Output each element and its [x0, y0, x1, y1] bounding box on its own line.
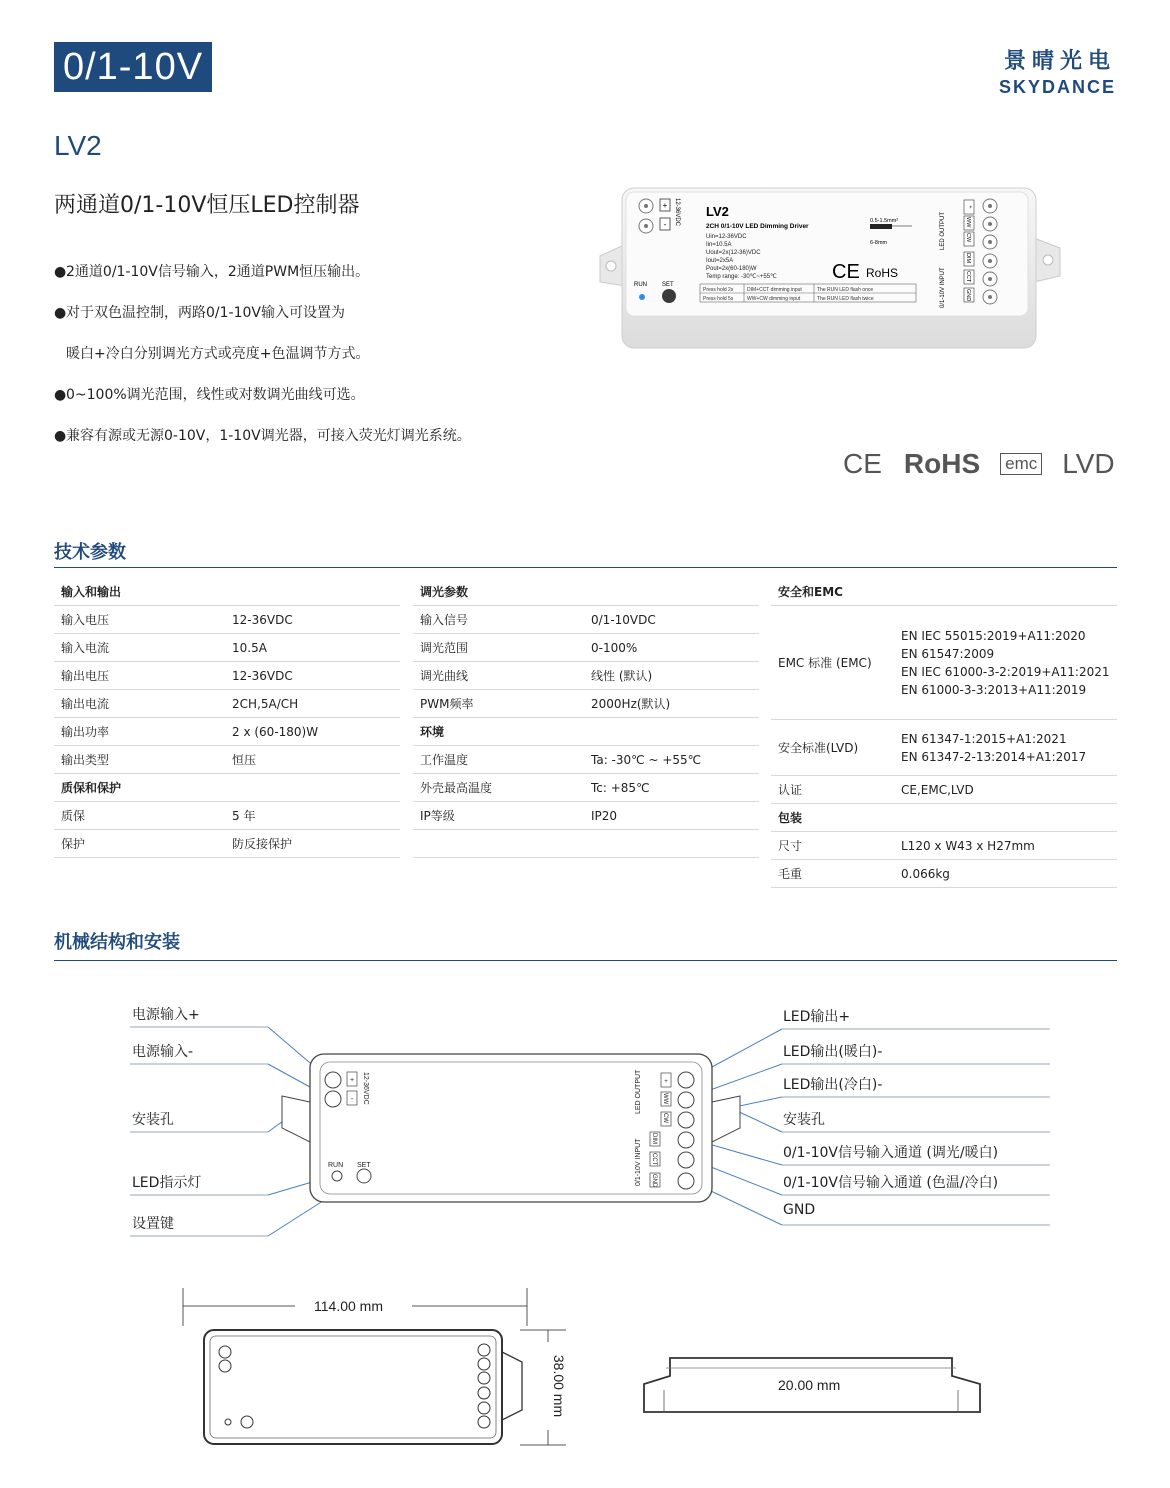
- spec-key: EMC 标准 (EMC): [778, 656, 872, 670]
- model-number: LV2: [54, 130, 102, 161]
- spec-key: 输出电流: [61, 697, 110, 711]
- spec-key: 包装: [778, 811, 803, 825]
- spec-value: [901, 865, 950, 883]
- spec-value: Ta: -30℃ ~ +55℃: [591, 752, 702, 767]
- terminal-label: WW: [965, 217, 971, 228]
- feature-item: ●兼容有源或无源0-10V，1-10V调光器，可接入荧光灯调光系统。: [54, 428, 471, 444]
- spec-value: [901, 837, 1035, 855]
- spec-value: [901, 627, 1110, 699]
- callout-right: 安装孔: [783, 1112, 825, 1128]
- spec-row: [54, 830, 400, 858]
- spec-group-header: [771, 804, 1117, 832]
- certification-marks: [843, 448, 1115, 480]
- spec-key: 保护: [61, 837, 86, 851]
- label-spec: Pout=2x(60-180)W: [706, 266, 757, 272]
- spec-row: [413, 830, 759, 858]
- callout-left: LED指示灯: [132, 1175, 202, 1191]
- spec-key: 输出功率: [61, 725, 110, 739]
- spec-value: IP20: [591, 808, 618, 823]
- spec-key: 尺寸: [778, 839, 803, 853]
- spec-key: 毛重: [778, 867, 803, 881]
- callout-left: 电源输入+: [132, 1007, 200, 1023]
- label-table-cell: WW+CW dimming input: [747, 296, 801, 302]
- svg-text:-: -: [663, 220, 667, 229]
- spec-row: [771, 776, 1117, 804]
- feature-item: ●2通道0/1-10V信号输入，2通道PWM恒压输出。: [54, 264, 370, 280]
- spec-table-safety: [771, 578, 1117, 888]
- lvd-mark: LVD: [1062, 448, 1115, 479]
- spec-key: 认证: [778, 783, 803, 797]
- spec-table-dimming: [413, 578, 759, 858]
- spec-key: 输入电压: [61, 613, 110, 627]
- spec-value-line: EN IEC 55015:2019+A11:2020: [901, 628, 1086, 643]
- terminal-label: +: [664, 1079, 668, 1085]
- brand-name-en: SKYDANCE: [998, 77, 1116, 97]
- spec-key: 外壳最高温度: [420, 781, 493, 795]
- spec-value-line: L120 x W43 x H27mm: [901, 838, 1035, 853]
- label-table-cell: Press hold 5s: [703, 296, 734, 302]
- spec-key: 安全和EMC: [778, 585, 843, 599]
- spec-row: [771, 606, 1117, 720]
- spec-value: 2CH,5A/CH: [232, 696, 299, 711]
- spec-group-header: [413, 718, 759, 746]
- label-table-cell: DIM+CCT dimming input: [747, 287, 802, 293]
- rohs-mark: RoHS: [903, 448, 981, 479]
- spec-value: 12-36VDC: [232, 668, 293, 683]
- spec-row: [413, 606, 759, 634]
- terminal-label: CCT: [651, 1153, 657, 1166]
- terminal-label: DIM: [651, 1133, 657, 1144]
- spec-row: [54, 746, 400, 774]
- label-spec: Iin=10.5A: [706, 242, 732, 248]
- label-model: LV2: [706, 204, 729, 219]
- spec-key: IP等级: [420, 809, 455, 823]
- spec-value: 12-36VDC: [232, 612, 293, 627]
- label-spec: Uin=12-36VDC: [706, 234, 747, 240]
- wire-size-text: 0.5-1.5mm²: [870, 218, 899, 224]
- wiring-diagram: [0, 990, 1170, 1260]
- spec-value-line: CE,EMC,LVD: [901, 782, 974, 797]
- strip-length-text: 6-8mm: [870, 240, 888, 246]
- spec-row: [54, 634, 400, 662]
- run-led-icon: [639, 294, 645, 300]
- label-spec: Iout=2x5A: [706, 258, 734, 264]
- spec-value-line: 0.066kg: [901, 866, 950, 881]
- mech-section-divider: [54, 960, 1117, 961]
- terminal-label: +: [967, 205, 973, 209]
- spec-row: [413, 774, 759, 802]
- spec-value: 2 x (60-180)W: [232, 724, 319, 739]
- spec-key: 安全标准(LVD): [778, 741, 859, 755]
- emc-mark: emc: [1000, 453, 1042, 475]
- label-subtitle: 2CH 0/1-10V LED Dimming Driver: [706, 223, 809, 230]
- input-label-text: 0/1-10V INPUT: [940, 267, 946, 308]
- terminal-plus-text: +: [349, 1077, 355, 1084]
- spec-key: 输出电压: [61, 669, 110, 683]
- mech-section-title: 机械结构和安装: [54, 932, 180, 953]
- callout-right: LED输出+: [783, 1009, 851, 1025]
- spec-row: [54, 802, 400, 830]
- spec-value: 5 年: [232, 809, 256, 823]
- input-label-text: 0/1-10V INPUT: [635, 1138, 642, 1186]
- spec-row: [54, 690, 400, 718]
- label-spec: Temp range: -30℃~+55℃: [706, 274, 777, 280]
- spec-value-line: EN IEC 61000-3-2:2019+A11:2021: [901, 664, 1110, 679]
- spec-key: 输入信号: [420, 613, 469, 627]
- category-badge: 0/1-10V: [54, 42, 212, 92]
- brand-logo: [999, 44, 1116, 98]
- product-image: [596, 186, 1064, 352]
- spec-row: [413, 690, 759, 718]
- label-spec: Uout=2x(12-36)VDC: [706, 250, 761, 256]
- length-dimension: 114.00 mm: [314, 1298, 383, 1314]
- spec-row: [771, 720, 1117, 776]
- terminal-label: CW: [965, 233, 971, 243]
- spec-key: 环境: [420, 725, 445, 739]
- callout-right: 0/1-10V信号输入通道 (调光/暖白): [783, 1145, 999, 1161]
- spec-row: [413, 746, 759, 774]
- spec-value-line: EN 61347-2-13:2014+A1:2017: [901, 749, 1087, 764]
- spec-row: [413, 634, 759, 662]
- feature-list: [54, 262, 471, 467]
- spec-row: [413, 802, 759, 830]
- feature-item: ●0~100%调光范围，线性或对数调光曲线可选。: [54, 387, 365, 403]
- terminal-label: CW: [662, 1113, 668, 1123]
- terminal-label: GND: [651, 1174, 657, 1188]
- spec-value: [901, 730, 1086, 766]
- spec-value: 0/1-10VDC: [591, 612, 656, 627]
- label-table-cell: The RUN LED flash once: [817, 287, 874, 293]
- spec-key: 输入和输出: [61, 585, 122, 599]
- callout-right: LED输出(冷白)-: [783, 1077, 883, 1093]
- set-label: SET: [357, 1162, 371, 1169]
- input-voltage-text: 12-36VDC: [362, 1072, 369, 1105]
- run-label: RUN: [634, 282, 647, 288]
- spec-value-line: EN 61000-3-3:2013+A11:2019: [901, 682, 1087, 697]
- spec-value: 10.5A: [232, 640, 267, 655]
- spec-row: [413, 662, 759, 690]
- spec-row: [771, 832, 1117, 860]
- led-output-text: LED OUTPUT: [635, 1069, 642, 1114]
- height-dimension: 20.00 mm: [778, 1377, 841, 1393]
- spec-value: Tc: +85℃: [591, 780, 650, 795]
- set-label: SET: [662, 282, 674, 288]
- spec-key: 输入电流: [61, 641, 110, 655]
- spec-key: 调光范围: [420, 641, 469, 655]
- spec-key: 工作温度: [420, 753, 469, 767]
- spec-value: 线性 (默认): [591, 669, 653, 683]
- callout-left: 电源输入-: [132, 1044, 194, 1060]
- led-output-text: LED OUTPUT: [940, 211, 946, 250]
- spec-row: [771, 860, 1117, 888]
- spec-key: 质保和保护: [61, 781, 122, 795]
- feature-item: 暖白+冷白分别调光方式或亮度+色温调节方式。: [66, 346, 370, 362]
- set-button-icon: [662, 289, 676, 303]
- spec-value: 恒压: [232, 753, 257, 767]
- rohs-mark: RoHS: [866, 266, 899, 280]
- spec-section-divider: [54, 567, 1117, 568]
- brand-name-cn: 景晴光电: [1003, 48, 1116, 73]
- spec-key: 输出类型: [61, 753, 110, 767]
- spec-table-io: [54, 578, 400, 858]
- spec-group-header: [771, 578, 1117, 606]
- run-label: RUN: [328, 1162, 344, 1169]
- spec-row: [54, 662, 400, 690]
- spec-value-line: EN 61347-1:2015+A1:2021: [901, 731, 1067, 746]
- callout-right: GND: [783, 1202, 816, 1218]
- spec-key: 调光曲线: [420, 669, 469, 683]
- spec-value-line: EN 61547:2009: [901, 646, 995, 661]
- callout-right: LED输出(暖白)-: [783, 1044, 883, 1060]
- label-table-cell: Press hold 2s: [703, 287, 734, 293]
- terminal-label: WW: [662, 1093, 668, 1105]
- spec-section-title: 技术参数: [54, 542, 126, 563]
- spec-row: [54, 606, 400, 634]
- feature-item: ●对于双色温控制，两路0/1-10V输入可设置为: [54, 305, 345, 321]
- spec-group-header: [413, 578, 759, 606]
- ce-mark: CE: [843, 448, 882, 479]
- ce-mark: CE: [832, 261, 860, 283]
- terminal-minus-text: -: [350, 1096, 354, 1103]
- spec-group-header: [54, 578, 400, 606]
- callout-left: 安装孔: [132, 1112, 174, 1128]
- spec-value: 2000Hz(默认): [591, 697, 671, 711]
- terminal-label: GND: [965, 289, 971, 302]
- spec-group-header: [54, 774, 400, 802]
- terminal-label: DIM: [965, 253, 971, 264]
- spec-value: 0-100%: [591, 640, 638, 655]
- input-voltage-text: 12-36VDC: [674, 198, 680, 227]
- width-dimension: 38.00 mm: [551, 1354, 567, 1418]
- spec-key: 调光参数: [420, 585, 469, 599]
- spec-value: 防反接保护: [232, 837, 293, 851]
- svg-text:+: +: [662, 201, 668, 210]
- spec-key: PWM频率: [420, 697, 474, 711]
- spec-row: [54, 718, 400, 746]
- callout-left: 设置键: [132, 1216, 174, 1232]
- spec-value: [901, 781, 974, 799]
- product-headline: 两通道0/1-10V恒压LED控制器: [54, 193, 360, 218]
- label-table-cell: The RUN LED flash twice: [817, 296, 874, 302]
- terminal-label: CCT: [965, 271, 971, 283]
- dimension-drawings: [0, 1280, 1170, 1488]
- spec-key: 质保: [61, 809, 86, 823]
- callout-right: 0/1-10V信号输入通道 (色温/冷白): [783, 1175, 999, 1191]
